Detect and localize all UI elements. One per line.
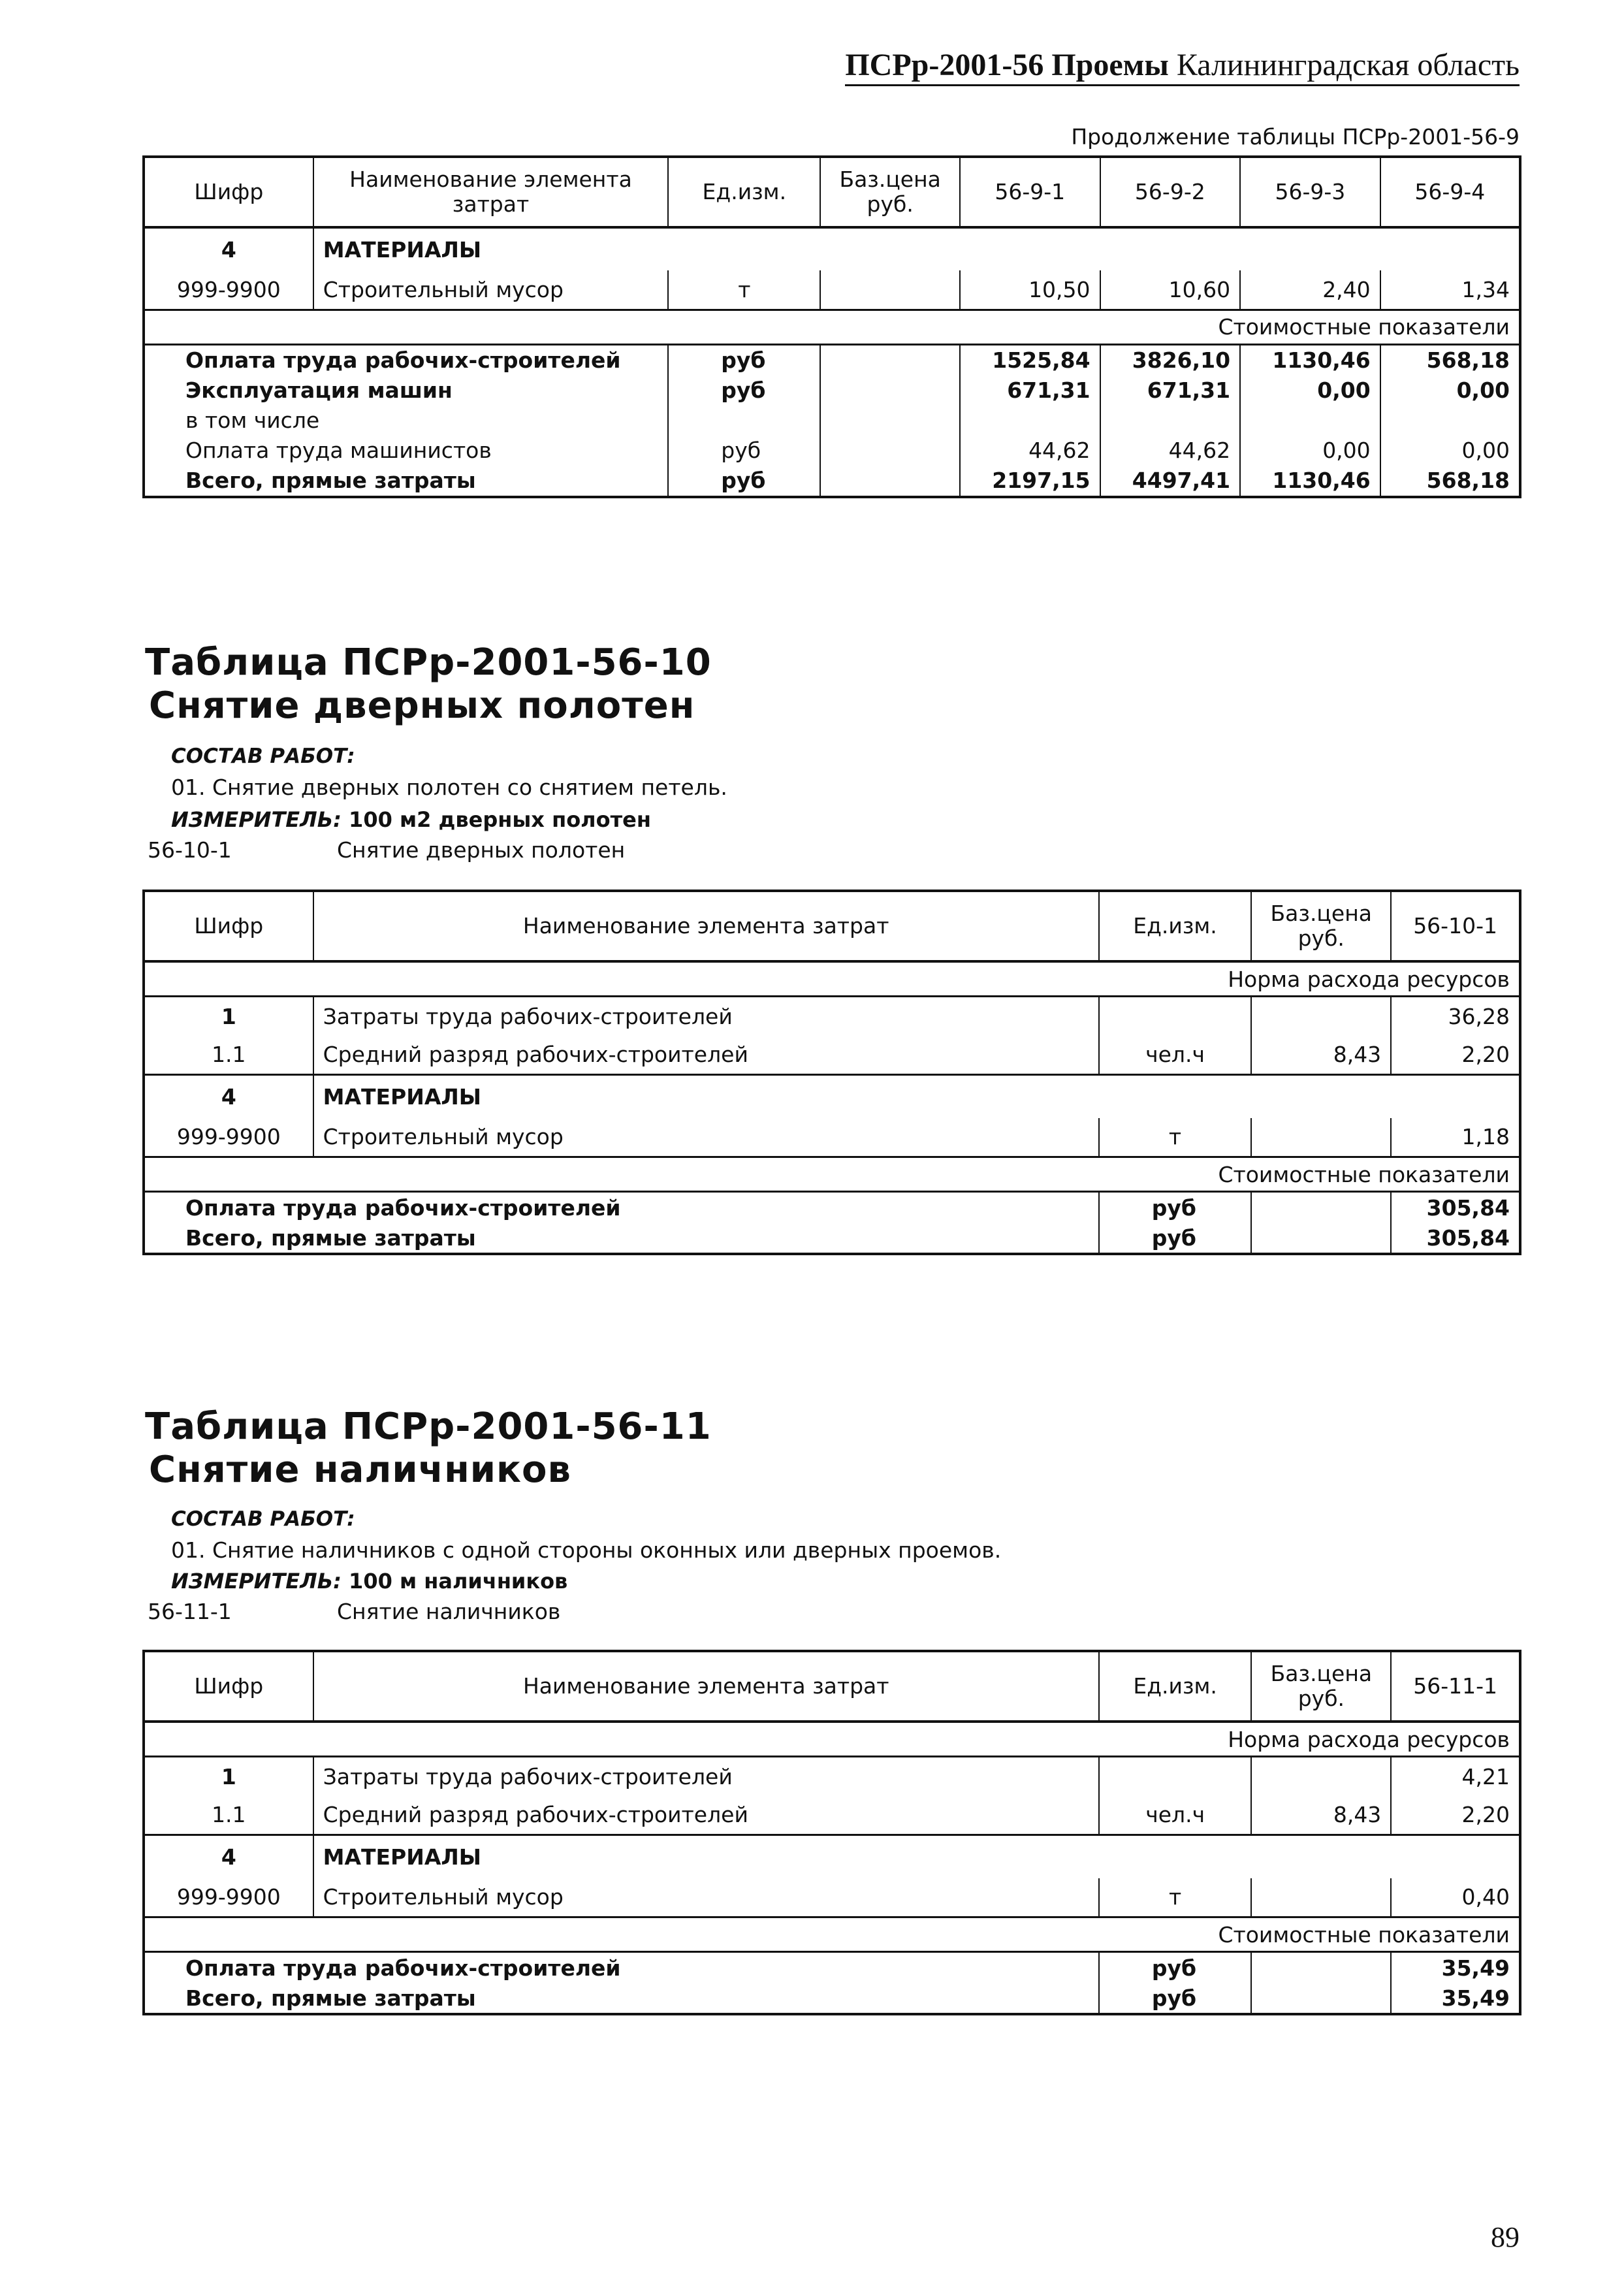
cell: 305,84 <box>1391 1192 1520 1223</box>
th-price: Баз.цена руб. <box>820 157 960 227</box>
section-title: Таблица ПСРр-2001-56-10 <box>145 641 712 684</box>
cell: 8,43 <box>1251 1036 1391 1075</box>
table-row <box>144 1118 1520 1157</box>
cell <box>1251 1878 1391 1917</box>
cell: 2,20 <box>1391 1036 1520 1075</box>
cell: руб <box>1099 1192 1252 1223</box>
rate-code: 56-11-1 <box>148 1599 232 1624</box>
th-code: Шифр <box>144 157 313 227</box>
table-row <box>144 466 1520 497</box>
page-header <box>845 47 1520 86</box>
cell <box>820 376 960 406</box>
cell: руб <box>668 436 820 466</box>
th-code: Шифр <box>144 891 313 961</box>
cell: Оплата труда машинистов <box>144 436 668 466</box>
th-code: Шифр <box>144 1651 313 1722</box>
cell: 3826,10 <box>1100 344 1241 376</box>
cell: 999-9900 <box>144 270 313 310</box>
cell <box>1240 406 1380 436</box>
cell: Всего, прямые затраты <box>144 1983 1099 2014</box>
cell: 0,00 <box>1380 436 1520 466</box>
cell: 35,49 <box>1391 1983 1520 2014</box>
cell: 1.1 <box>144 1036 313 1075</box>
cell <box>820 344 960 376</box>
cell <box>1099 1757 1252 1796</box>
rate-name: Снятие наличников <box>337 1599 561 1624</box>
cell <box>820 436 960 466</box>
table-row <box>144 344 1520 376</box>
cost-label: Стоимостные показатели <box>144 1157 1520 1192</box>
table-56-9 <box>142 155 1521 498</box>
cell <box>1251 1952 1391 1983</box>
cell: т <box>1099 1118 1252 1157</box>
cell: Строительный мусор <box>313 1878 1099 1917</box>
cell: 2,20 <box>1391 1796 1520 1835</box>
cell: Затраты труда рабочих-строителей <box>313 1757 1099 1796</box>
cell <box>820 270 960 310</box>
cell: 44,62 <box>960 436 1100 466</box>
cell: Средний разряд рабочих-строителей <box>313 1036 1099 1075</box>
measure-label: ИЗМЕРИТЕЛЬ: <box>171 1569 342 1594</box>
table-header <box>144 891 1520 961</box>
cell: 305,84 <box>1391 1223 1520 1254</box>
cell: 0,00 <box>1240 376 1380 406</box>
work-item: 01. Снятие наличников с одной стороны оконных или дверных проемов. <box>171 1537 1002 1563</box>
section-title: Таблица ПСРр-2001-56-11 <box>145 1405 712 1448</box>
cell <box>820 406 960 436</box>
cell: 1,34 <box>1380 270 1520 310</box>
cell: чел.ч <box>1099 1036 1252 1075</box>
th-name: Наименование элемента затрат <box>313 157 669 227</box>
cell: 0,40 <box>1391 1878 1520 1917</box>
cell: 35,49 <box>1391 1952 1520 1983</box>
cell: 4 <box>144 1835 313 1878</box>
work-composition-label: СОСТАВ РАБОТ: <box>171 1507 355 1531</box>
table-row <box>144 310 1520 344</box>
cell: 568,18 <box>1380 344 1520 376</box>
cell: 671,31 <box>1100 376 1241 406</box>
table-row <box>144 1223 1520 1254</box>
cell: 8,43 <box>1251 1796 1391 1835</box>
table-row <box>144 961 1520 997</box>
cell <box>820 466 960 497</box>
cell: 44,62 <box>1100 436 1241 466</box>
cost-label: Стоимостные показатели <box>144 1917 1520 1952</box>
table-row <box>144 1075 1520 1118</box>
cell: 2,40 <box>1240 270 1380 310</box>
cost-label: Стоимостные показатели <box>144 310 1520 344</box>
cell: 0,00 <box>1380 376 1520 406</box>
cell <box>1251 1983 1391 2014</box>
cell: Строительный мусор <box>313 1118 1099 1157</box>
table-row <box>144 436 1520 466</box>
table-row <box>144 1917 1520 1952</box>
cell: руб <box>668 466 820 497</box>
cell: 1130,46 <box>1240 344 1380 376</box>
cell: Оплата труда рабочих-строителей <box>144 1952 1099 1983</box>
table-row <box>144 1878 1520 1917</box>
section-subtitle: Снятие наличников <box>149 1449 571 1491</box>
measure <box>171 1569 567 1594</box>
measure-label: ИЗМЕРИТЕЛЬ: <box>171 807 342 832</box>
cell: Оплата труда рабочих-строителей <box>144 344 668 376</box>
cell: руб <box>668 344 820 376</box>
cell: руб <box>1099 1983 1252 2014</box>
cell: руб <box>1099 1952 1252 1983</box>
table-row <box>144 1157 1520 1192</box>
cell: 671,31 <box>960 376 1100 406</box>
cell: Затраты труда рабочих-строителей <box>313 997 1099 1036</box>
cell: т <box>1099 1878 1252 1917</box>
cell: в том числе <box>144 406 668 436</box>
th-col: 56-9-4 <box>1380 157 1520 227</box>
cell <box>1380 406 1520 436</box>
section-subtitle: Снятие дверных полотен <box>149 684 695 727</box>
norm-label: Норма расхода ресурсов <box>144 1722 1520 1757</box>
table-row <box>144 406 1520 436</box>
cell <box>1099 997 1252 1036</box>
continuation-note: Продолжение таблицы ПСРр-2001-56-9 <box>1071 124 1520 150</box>
cell: 4 <box>144 1075 313 1118</box>
cell: МАТЕРИАЛЫ <box>313 1835 1520 1878</box>
cell: 4497,41 <box>1100 466 1241 497</box>
table-row <box>144 1722 1520 1757</box>
table-row <box>144 227 1520 270</box>
cell: чел.ч <box>1099 1796 1252 1835</box>
cell: руб <box>668 376 820 406</box>
cell <box>1251 1223 1391 1254</box>
table-row <box>144 1192 1520 1223</box>
table-row <box>144 1835 1520 1878</box>
th-col: 56-9-3 <box>1240 157 1380 227</box>
cell <box>1100 406 1241 436</box>
cell: 2197,15 <box>960 466 1100 497</box>
th-price: Баз.цена руб. <box>1251 1651 1391 1722</box>
norm-label: Норма расхода ресурсов <box>144 961 1520 997</box>
work-composition-label: СОСТАВ РАБОТ: <box>171 745 355 768</box>
th-col: 56-10-1 <box>1391 891 1520 961</box>
cell: Средний разряд рабочих-строителей <box>313 1796 1099 1835</box>
cell: 1,18 <box>1391 1118 1520 1157</box>
table-row <box>144 1757 1520 1796</box>
measure <box>171 807 651 832</box>
cell: 1130,46 <box>1240 466 1380 497</box>
cell <box>1251 1118 1391 1157</box>
cell: 568,18 <box>1380 466 1520 497</box>
th-col: 56-9-2 <box>1100 157 1241 227</box>
cell: 4 <box>144 227 313 270</box>
th-unit: Ед.изм. <box>668 157 820 227</box>
table-header <box>144 157 1520 227</box>
cell: т <box>668 270 820 310</box>
cell <box>960 406 1100 436</box>
th-col: 56-9-1 <box>960 157 1100 227</box>
cell: МАТЕРИАЛЫ <box>313 1075 1520 1118</box>
cell <box>1251 1757 1391 1796</box>
table-header <box>144 1651 1520 1722</box>
cell: 0,00 <box>1240 436 1380 466</box>
cell <box>1251 1192 1391 1223</box>
cell: 1.1 <box>144 1796 313 1835</box>
table-row <box>144 1796 1520 1835</box>
table-56-11 <box>142 1650 1521 2015</box>
cell: 4,21 <box>1391 1757 1520 1796</box>
cell: 36,28 <box>1391 997 1520 1036</box>
rate-name: Снятие дверных полотен <box>337 837 626 863</box>
cell: 1 <box>144 997 313 1036</box>
table-row <box>144 997 1520 1036</box>
header-code: ПСРр-2001-56 Проемы <box>845 48 1169 82</box>
th-unit: Ед.изм. <box>1099 891 1252 961</box>
cell: руб <box>1099 1223 1252 1254</box>
header-region: Калининградская область <box>1176 48 1520 82</box>
table-row <box>144 1952 1520 1983</box>
cell: Строительный мусор <box>313 270 669 310</box>
rate-code: 56-10-1 <box>148 837 232 863</box>
cell: МАТЕРИАЛЫ <box>313 227 1520 270</box>
table-row <box>144 376 1520 406</box>
cell: Эксплуатация машин <box>144 376 668 406</box>
th-unit: Ед.изм. <box>1099 1651 1252 1722</box>
page-number: 89 <box>1491 2221 1520 2253</box>
th-name: Наименование элемента затрат <box>313 1651 1099 1722</box>
cell <box>1251 997 1391 1036</box>
cell: 1525,84 <box>960 344 1100 376</box>
table-row <box>144 1036 1520 1075</box>
cell: Всего, прямые затраты <box>144 1223 1099 1254</box>
th-price: Баз.цена руб. <box>1251 891 1391 961</box>
cell: 10,60 <box>1100 270 1241 310</box>
measure-value: 100 м2 дверных полотен <box>349 807 651 832</box>
table-56-10 <box>142 890 1521 1255</box>
cell: 999-9900 <box>144 1118 313 1157</box>
cell: Всего, прямые затраты <box>144 466 668 497</box>
th-name: Наименование элемента затрат <box>313 891 1099 961</box>
table-row <box>144 1983 1520 2014</box>
table-row <box>144 270 1520 310</box>
cell: Оплата труда рабочих-строителей <box>144 1192 1099 1223</box>
cell: 1 <box>144 1757 313 1796</box>
work-item: 01. Снятие дверных полотен со снятием петель. <box>171 775 727 800</box>
cell <box>668 406 820 436</box>
th-col: 56-11-1 <box>1391 1651 1520 1722</box>
cell: 999-9900 <box>144 1878 313 1917</box>
measure-value: 100 м наличников <box>349 1569 568 1594</box>
cell: 10,50 <box>960 270 1100 310</box>
